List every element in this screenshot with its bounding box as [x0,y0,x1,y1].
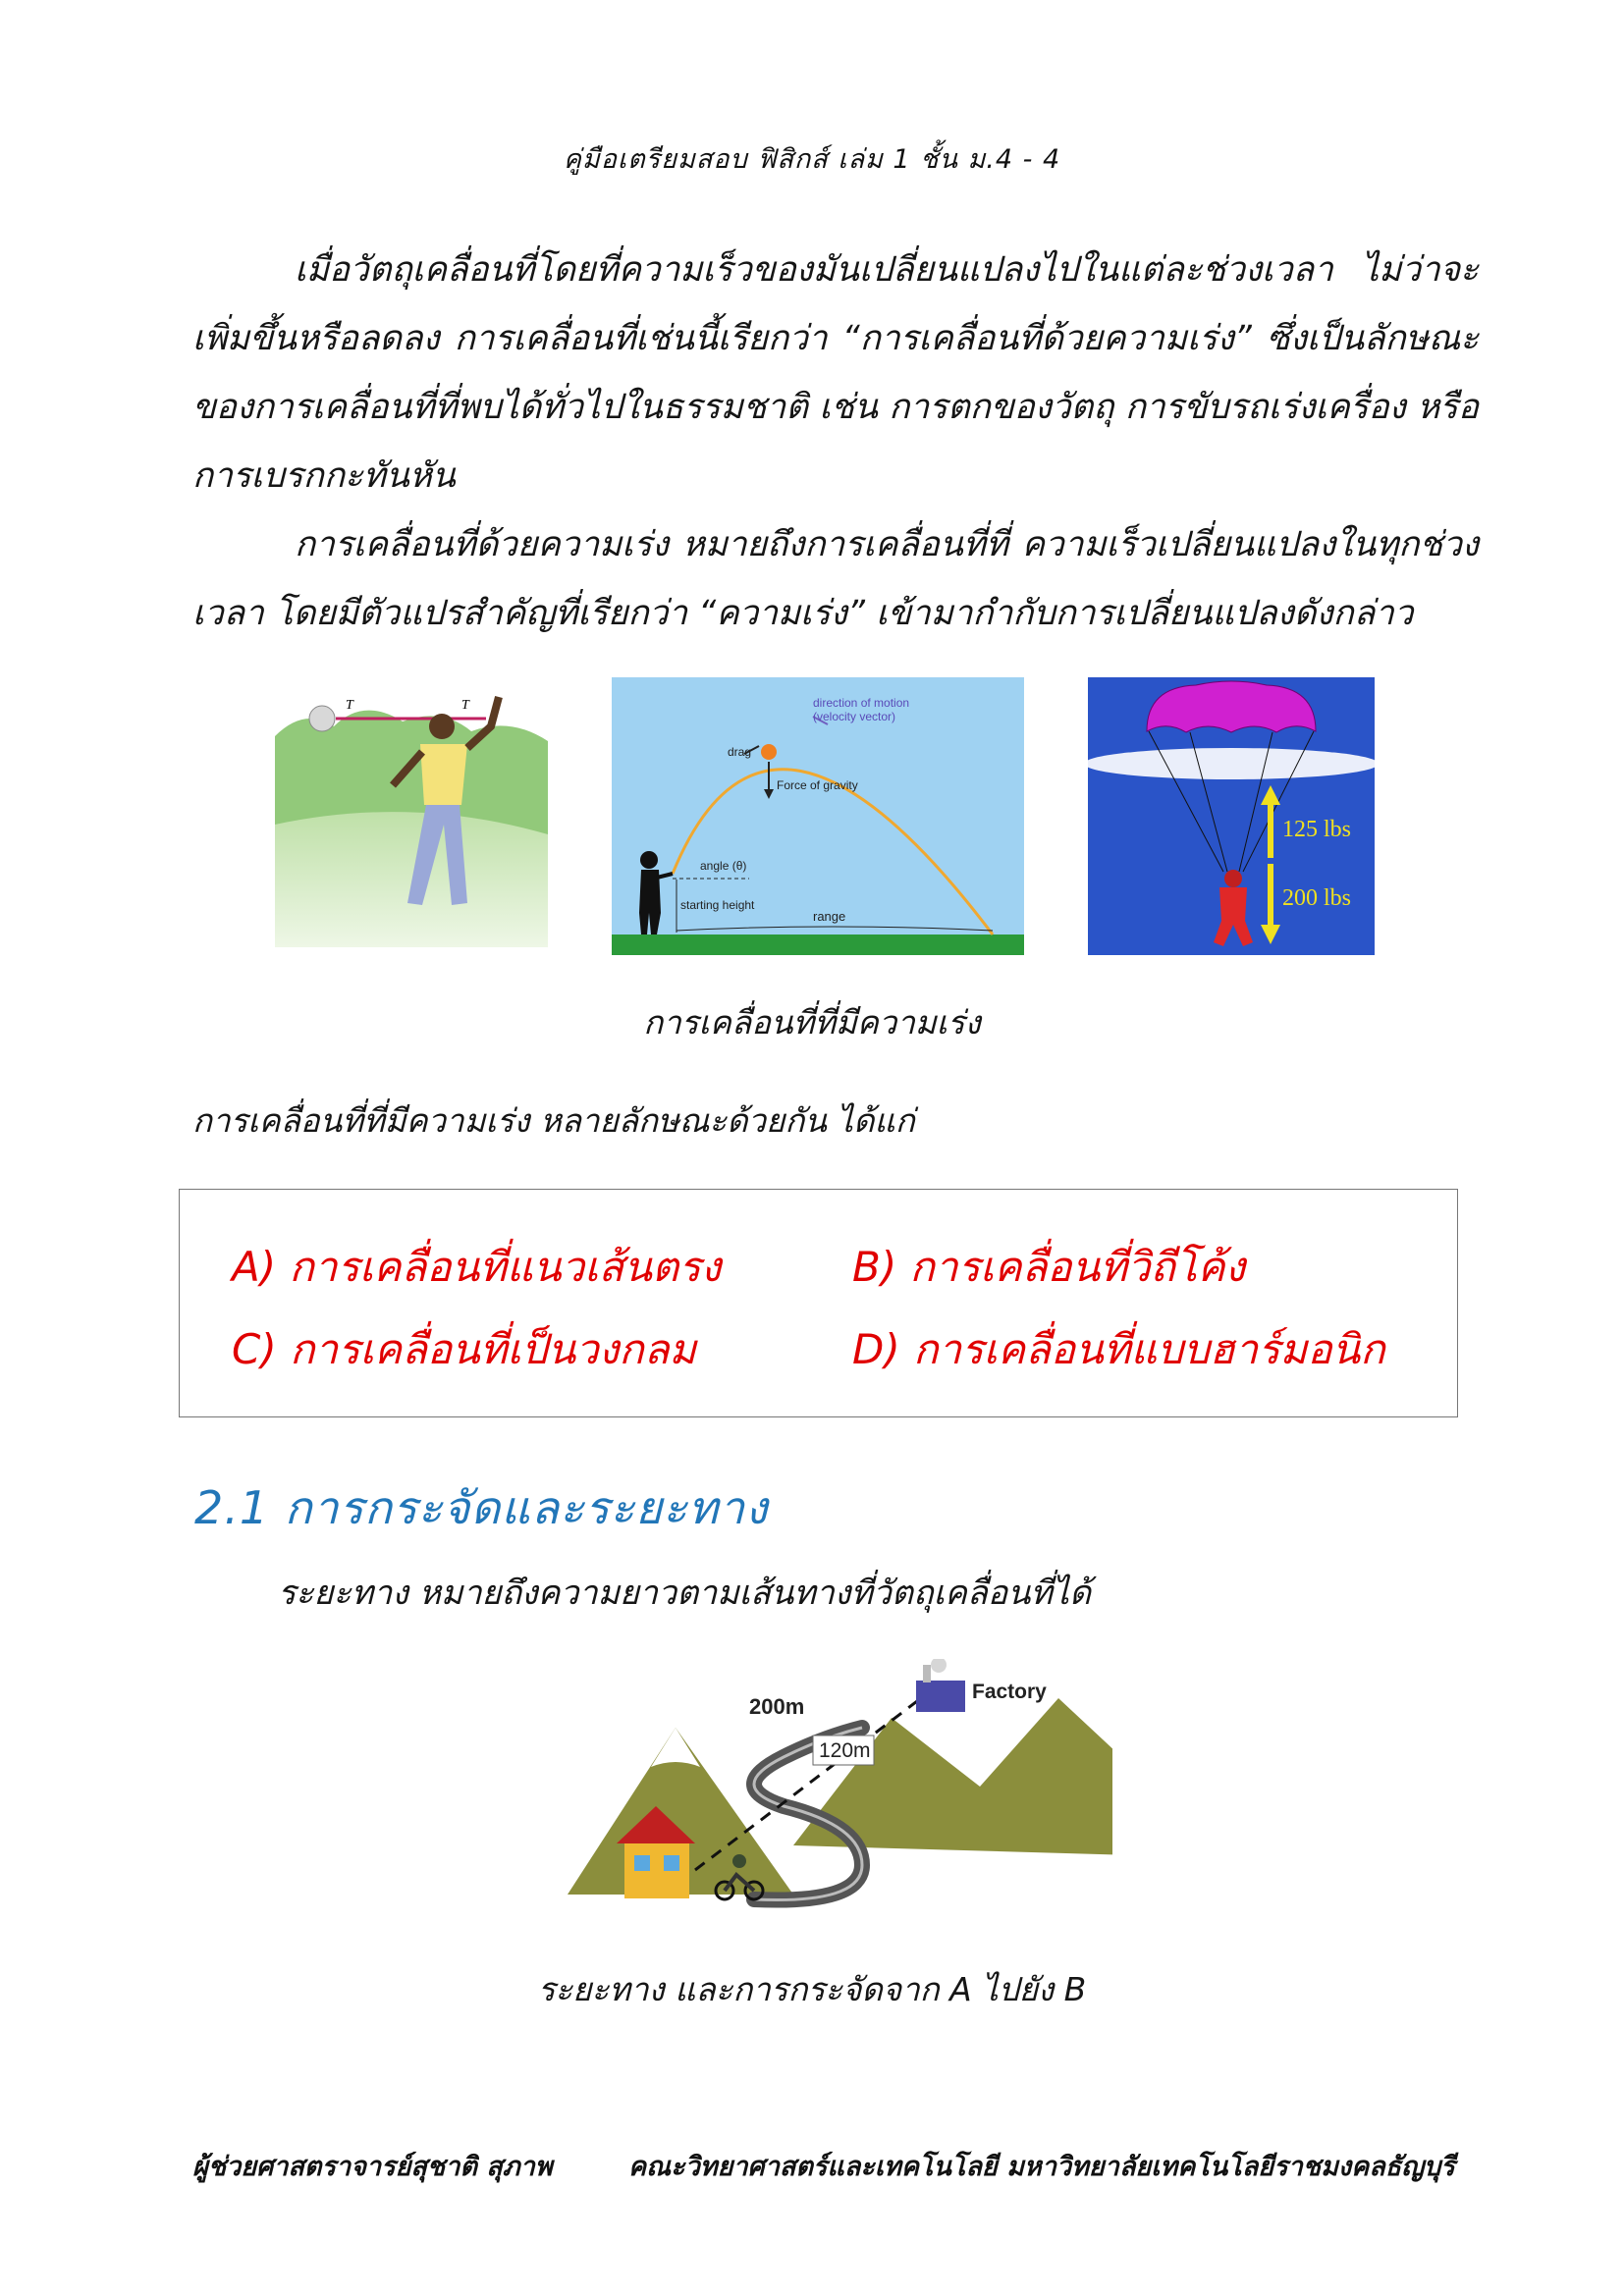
figure-caption: การเคลื่อนที่ที่มีความเร่ง [643,1003,981,1041]
drag-label: drag [728,745,752,759]
gravity-label: Force of gravity [777,778,858,792]
footer-author: ผู้ช่วยศาสตราจารย์สุชาติ สุภาพ [192,2152,553,2182]
distance-definition: ระยะทาง หมายถึงความยาวตามเส้นทางที่วัตถุเคลื่อนที่ได้ [278,1574,1092,1613]
paragraph-2: การเคลื่อนที่ด้วยความเร่ง หมายถึงการเคลื่อนที่ที่ ความเร็วเปลี่ยนแปลงในทุกช่วงเวลา โดยมีตัวแปรสำคัญที่เรียกว่า “ความเร่ง” เข้ามากำกับการเปลี่ยนแปลงดังกล่าว [192,525,1479,633]
height-label: starting height [680,898,755,912]
distance-caption: ระยะทาง และการกระจัดจาก A ไปยัง B [537,1970,1087,2008]
intro-paragraphs [192,236,1479,648]
up-arrow-shaft [1268,803,1273,858]
direction-label: direction of motion [813,696,910,710]
ball-shape [309,706,335,731]
section-title: 2.1 การกระจัดและระยะทาง [194,1481,769,1534]
factory-smoke [931,1659,947,1673]
person-shirt [420,744,467,805]
type-item-d: D) การเคลื่อนที่แบบฮาร์มอนิก [852,1325,1385,1373]
factory-building [916,1681,965,1712]
house-window-2 [664,1855,679,1871]
distance-figure [568,1659,1112,1914]
thrower-figure [275,677,548,947]
house-wall [624,1843,689,1898]
house-window-1 [634,1855,650,1871]
jumper-head [1224,870,1242,887]
rider-head [732,1854,746,1868]
person-head [429,714,455,739]
down-force-label: 200 lbs [1282,885,1352,911]
range-label: range [813,909,846,924]
factory-label: Factory [972,1681,1047,1703]
factory-chimney [923,1665,931,1682]
types-box [179,1189,1458,1417]
projectile-figure [612,677,1024,955]
tension-label-right: T [461,698,469,713]
parachute-figure [1088,677,1375,955]
page-header: คู่มือเตรียมสอบ ฟิสิกส์ เล่ม 1 ชั้น ม.4 - 4 [563,144,1061,175]
type-item-a: A) การเคลื่อนที่แนวเส้นตรง [232,1243,722,1291]
types-intro: การเคลื่อนที่ที่มีความเร่ง หลายลักษณะด้วยกัน ได้แก่ [192,1101,915,1140]
path-length-label: 200m [749,1694,805,1719]
tension-label-left: T [346,698,353,713]
up-force-label: 125 lbs [1282,817,1352,842]
person-silhouette-head [640,851,658,869]
type-item-c: C) การเคลื่อนที่เป็นวงกลม [232,1325,697,1373]
cloud-shape [1088,748,1375,779]
projectile-ball [761,744,777,760]
velocity-label: (velocity vector) [813,710,896,723]
ground-strip [612,934,1024,955]
angle-label: angle (θ) [700,859,747,873]
type-item-b: B) การเคลื่อนที่วิถีโค้ง [852,1243,1246,1291]
ground-shape [275,812,548,947]
paragraph-1: เมื่อวัตถุเคลื่อนที่โดยที่ความเร็วของมันเปลี่ยนแปลงไปในแต่ละช่วงเวลา ไม่ว่าจะเพิ่มขึ้นหรือลดลง การเคลื่อนที่เช่นนี้เรียกว่า “การเคลื่อนที่ด้วยความเร่ง” ซึ่งเป็นลักษณะของการเคลื่อนที่ที่พบได้ทั่วไปในธรรมชาติ เช่น การตกของวัตถุ การขับรถเร่งเครื่อง หรือการเบรกกะทันหัน [192,250,1479,496]
displacement-label: 120m [819,1739,871,1762]
snow-cap [651,1728,700,1767]
down-arrow-shaft [1268,864,1273,927]
footer-affiliation: คณะวิทยาศาสตร์และเทคโนโลยี มหาวิทยาลัยเทคโนโลยีราชมงคลธัญบุรี [628,2152,1455,2182]
